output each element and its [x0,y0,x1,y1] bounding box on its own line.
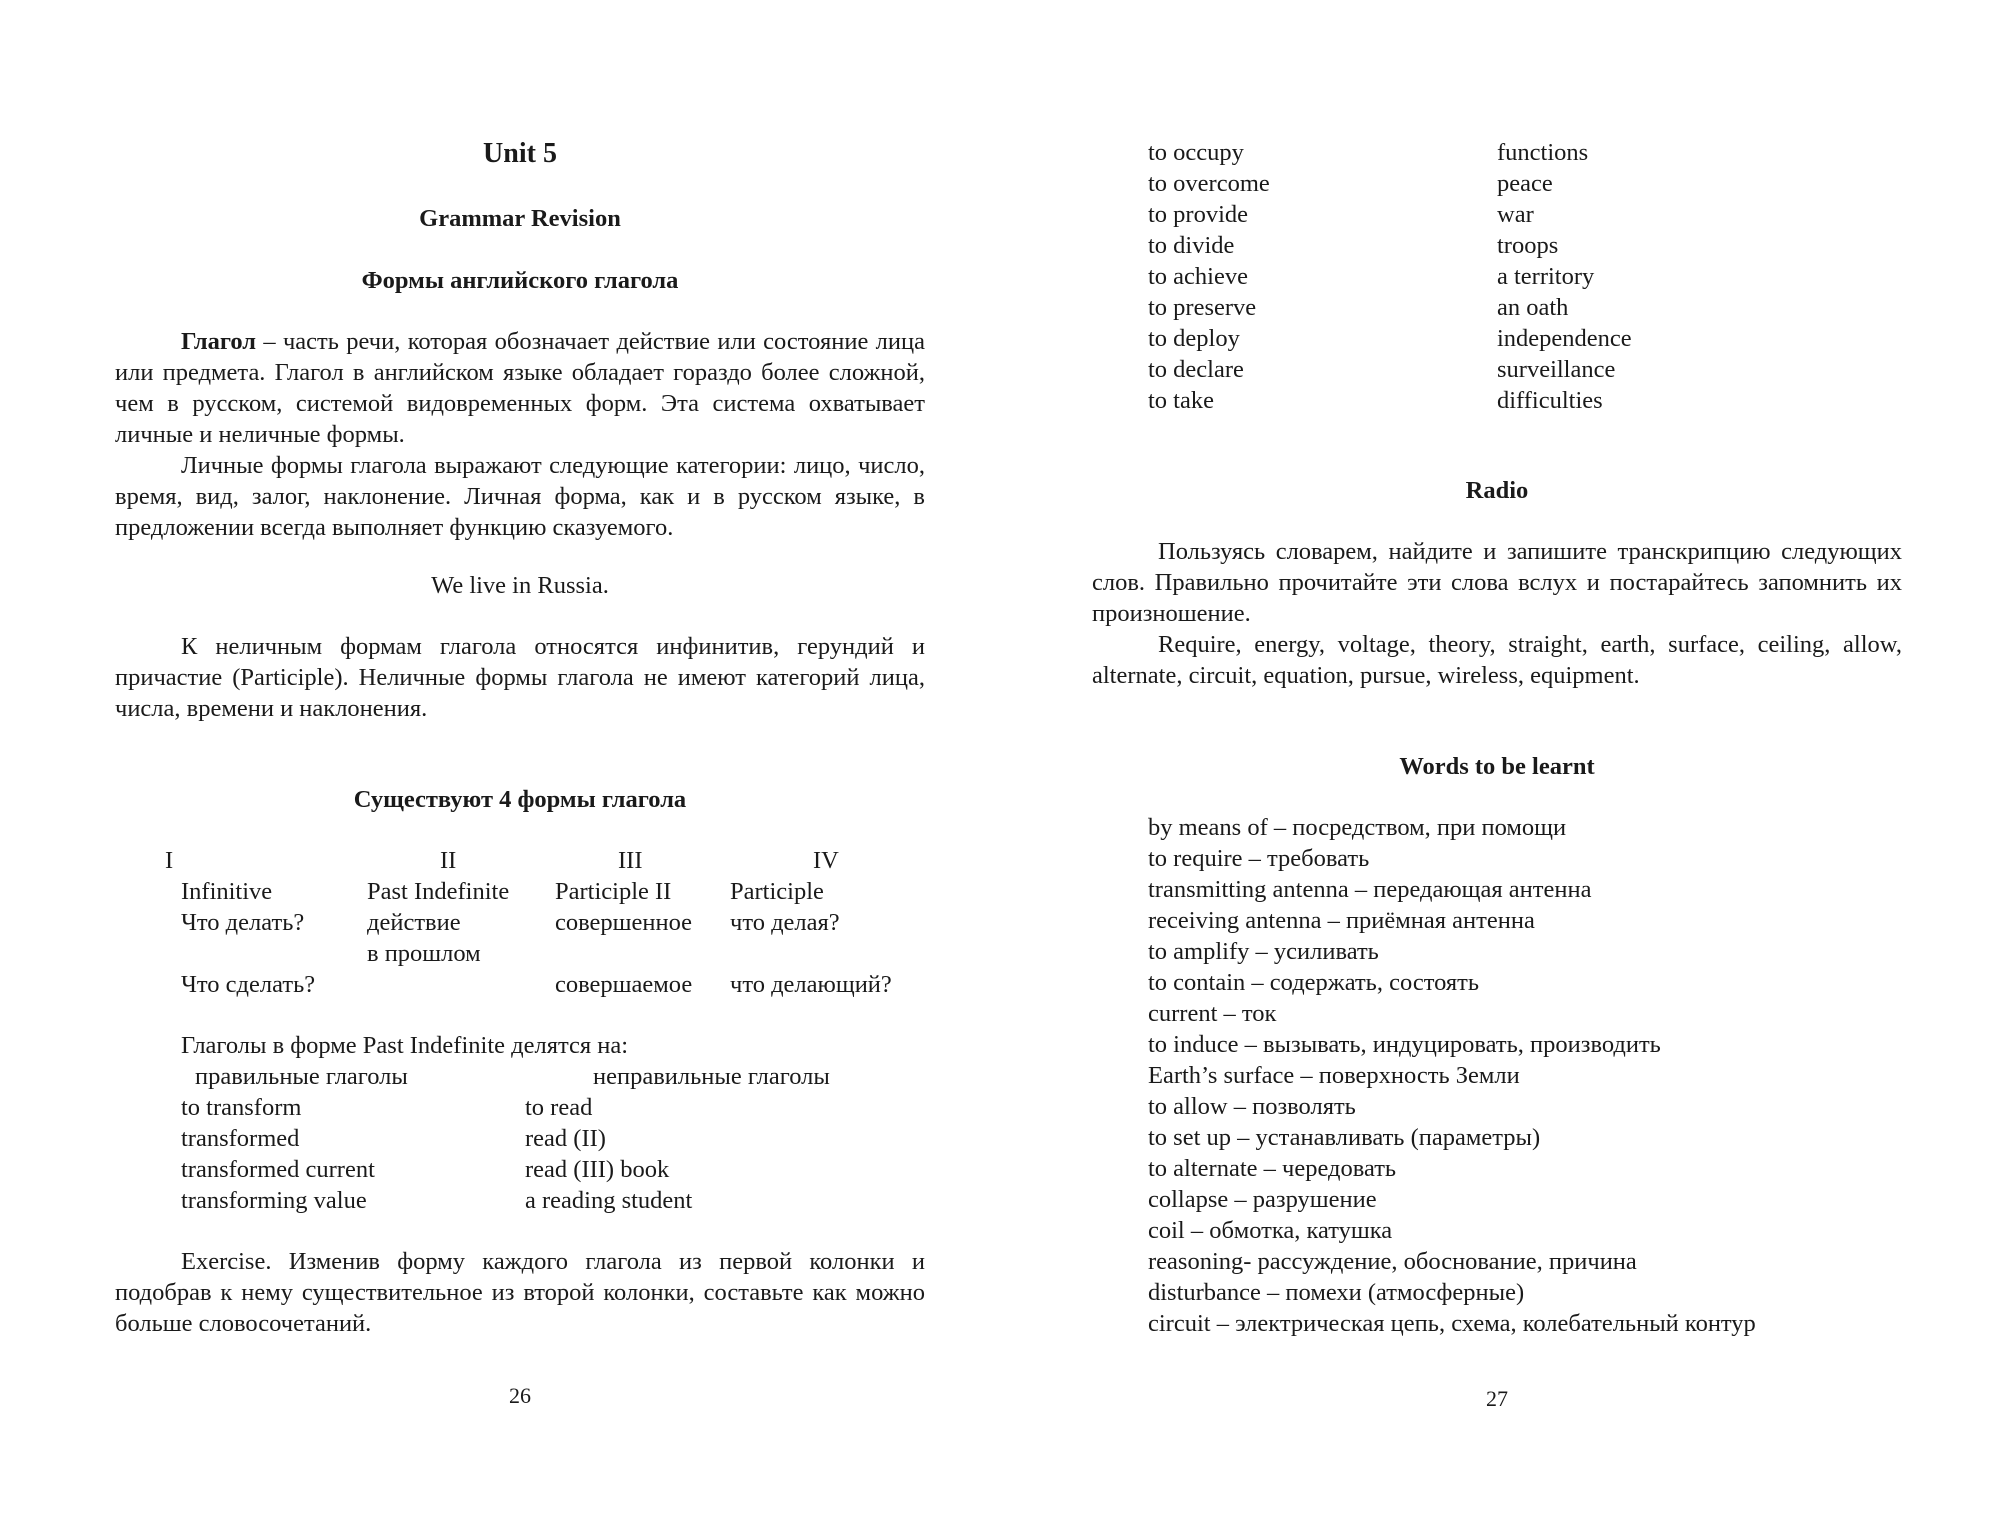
left-page [115,0,925,1523]
list-item: to provide [1148,201,1249,228]
intro-text: – часть речи, которая обозначает действие или состояние лица или предмета. Глагол в английском языке обладает гораздо более сложной, чем в русском, системой видовременных форм. Эта система охватывает личные и неличные формы. [115,328,925,448]
radio-title: Radio [1465,477,1529,504]
forms-title: Формы английского глагола [361,267,679,294]
list-item: to induce – вызывать, индуцировать, производить [1148,1031,1661,1058]
irregular-header: неправильные глаголы [593,1063,830,1090]
list-item: read (II) [525,1125,606,1152]
list-item: a reading student [525,1187,693,1214]
personal-forms-paragraph: Личные формы глагола выражают следующие категории: лицо, число, время, вид, залог, наклонение. Личная форма, как и в русском языке, в предложении всегда выполняет функцию сказуемого. [115,452,925,541]
list-item: to preserve [1148,294,1257,321]
list-item: to take [1148,387,1214,414]
list-item: by means of – посредством, при помощи [1148,814,1567,841]
list-item: reasoning- рассуждение, обоснование, причина [1148,1248,1637,1275]
list-item: to achieve [1148,263,1248,290]
list-item: difficulties [1497,387,1603,414]
regular-list [181,1092,375,1216]
numeral: III [618,847,643,874]
verb-list [1148,137,1270,416]
list-item: transformed current [181,1156,375,1183]
numeral: II [440,847,457,874]
vocabulary-list [1148,812,1756,1339]
form-name: Past Indefinite [367,878,510,905]
page-number: 27 [1486,1386,1508,1411]
form-name: Participle [730,878,824,905]
numeral: I [165,847,174,874]
example-sentence: We live in Russia. [431,572,609,599]
four-forms-title: Существуют 4 формы глагола [353,786,687,813]
list-item: disturbance – помехи (атмосферные) [1148,1279,1525,1306]
radio-paragraph [1092,536,1902,691]
list-item: coil – обмотка, катушка [1148,1217,1393,1244]
list-item: war [1497,201,1534,228]
list-item: circuit – электрическая цепь, схема, колебательный контур [1148,1310,1756,1337]
table-cell: что делая? [730,909,840,936]
list-item: to contain – содержать, состоять [1148,969,1480,996]
unit-title: Unit 5 [483,138,557,169]
list-item: Earth’s surface – поверхность Земли [1148,1062,1520,1089]
list-item: to amplify – усиливать [1148,938,1379,965]
list-item: functions [1497,139,1589,166]
numeral: IV [813,847,839,874]
list-item: read (III) book [525,1156,670,1183]
table-cell: в прошлом [367,940,481,967]
nonfinite-paragraph [115,631,925,724]
list-item: to alternate – чередовать [1148,1155,1397,1182]
radio-task: Пользуясь словарем, найдите и запишите транскрипцию следующих слов. Правильно прочитайте эти слова вслух и постарайтесь запомнить их произношение. [1092,538,1902,627]
page-number: 26 [509,1383,531,1408]
list-item: transformed [181,1125,300,1152]
intro-paragraph [115,326,925,543]
section-title: Grammar Revision [419,205,621,232]
form-name: Infinitive [181,878,273,905]
list-item: troops [1497,232,1559,259]
intro-lead: Глагол [181,328,257,355]
table-cell: совершенное [555,909,693,936]
list-item: transforming value [181,1187,367,1214]
list-item: to allow – позволять [1148,1093,1356,1120]
noun-list [1497,137,1632,416]
list-item: to deploy [1148,325,1240,352]
list-item: current – ток [1148,1000,1277,1027]
irregular-list [525,1092,692,1216]
table-cell: действие [367,909,461,936]
table-cell: совершаемое [555,971,693,998]
table-cell: Что сделать? [181,971,316,998]
list-item: an oath [1497,294,1569,321]
right-page [1092,0,1902,1523]
list-item: to divide [1148,232,1235,259]
exercise-text: Exercise. Изменив форму каждого глагола из первой колонки и подобрав к нему существительное из второй колонки, составьте как можно больше словосочетаний. [115,1248,925,1337]
list-item: surveillance [1497,356,1616,383]
list-item: to read [525,1094,593,1121]
list-item: to declare [1148,356,1244,383]
list-item: peace [1497,170,1553,197]
list-item: to set up – устанавливать (параметры) [1148,1124,1541,1151]
list-item: to occupy [1148,139,1244,166]
table-cell: что делающий? [730,971,892,998]
form-name: Participle II [555,878,672,905]
regular-header: правильные глаголы [195,1063,408,1090]
words-title: Words to be learnt [1399,753,1595,780]
list-item: receiving antenna – приёмная антенна [1148,907,1535,934]
forms-table [115,845,925,1005]
list-item: independence [1497,325,1632,352]
exercise-paragraph [115,1246,925,1339]
past-indefinite-intro: Глаголы в форме Past Indefinite делятся на: [181,1032,629,1059]
list-item: collapse – разрушение [1148,1186,1377,1213]
list-item: transmitting antenna – передающая антенна [1148,876,1592,903]
list-item: to require – требовать [1148,845,1370,872]
radio-words: Require, energy, voltage, theory, straight, earth, surface, ceiling, allow, alternate, circuit, equation, pursue, wireless, equipment. [1092,631,1902,689]
table-cell: Что делать? [181,909,305,936]
list-item: to transform [181,1094,302,1121]
list-item: a territory [1497,263,1595,290]
nonfinite-text: К неличным формам глагола относятся инфинитив, герундий и причастие (Participle). Неличные формы глагола не имеют категорий лица, числа, времени и наклонения. [115,633,925,722]
list-item: to overcome [1148,170,1270,197]
